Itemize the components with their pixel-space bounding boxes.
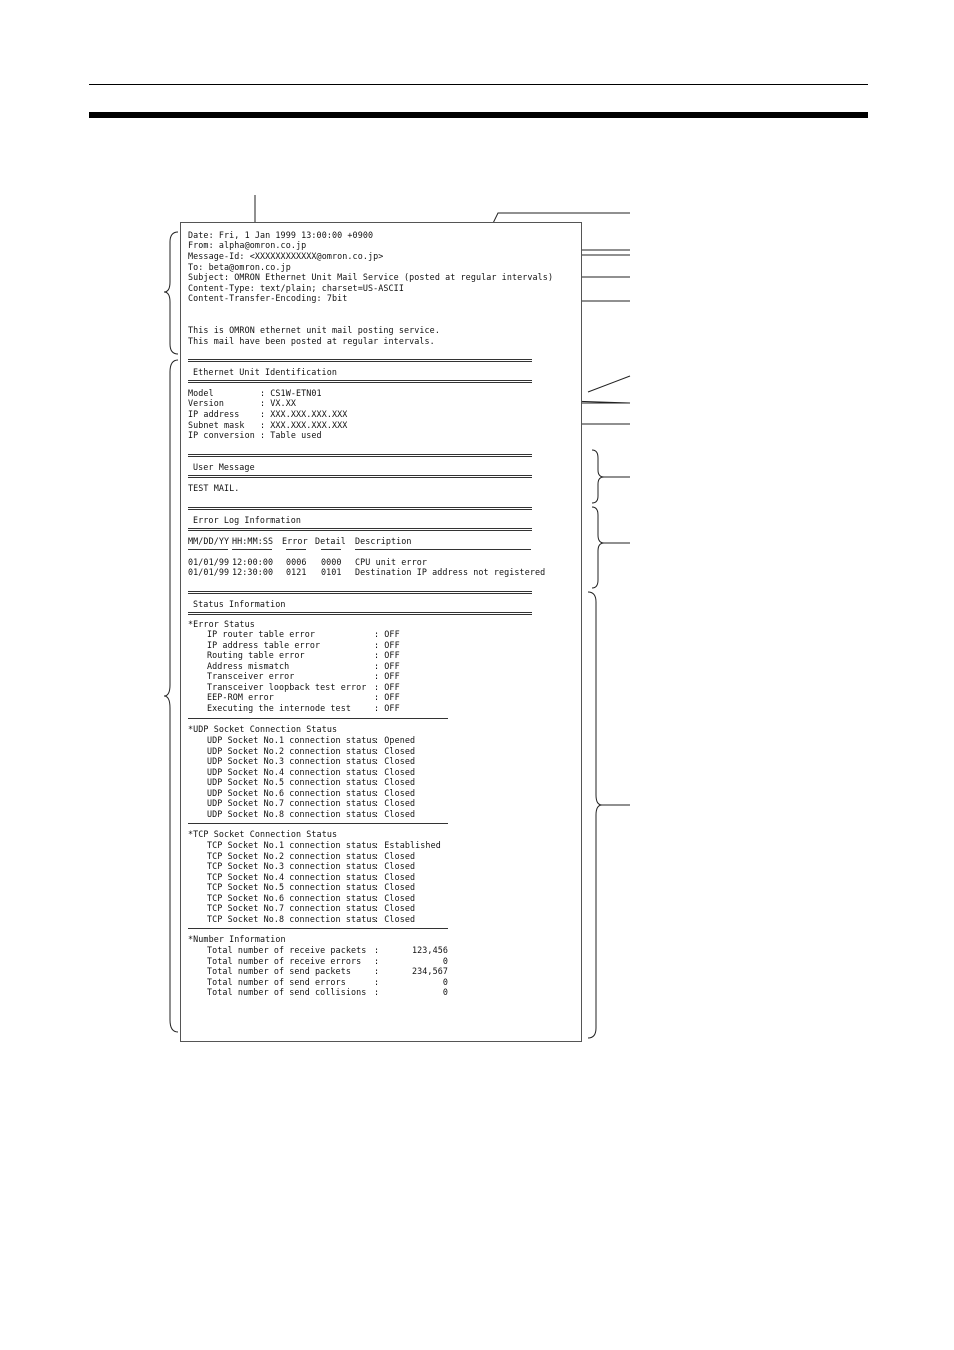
status-title: Status Information bbox=[193, 599, 286, 609]
list-item-label: IP router table error bbox=[207, 629, 315, 639]
list-item-label: UDP Socket No.3 connection status bbox=[207, 756, 377, 766]
list-item-label: TCP Socket No.2 connection status bbox=[207, 850, 377, 861]
section-divider bbox=[188, 928, 448, 929]
user-message-title: User Message bbox=[193, 462, 255, 472]
list-item-value: : Established bbox=[374, 840, 441, 850]
list-item-value: : OFF bbox=[374, 671, 400, 681]
user-message-text: TEST MAIL. bbox=[188, 483, 240, 493]
number-heading: *Number Information bbox=[188, 934, 286, 944]
list-item-label: Executing the internode test bbox=[207, 702, 351, 713]
list-item-value: : Closed bbox=[374, 756, 416, 766]
double-rule bbox=[188, 528, 532, 531]
list-item-value: : OFF bbox=[374, 681, 400, 692]
list-item-separator: : bbox=[374, 945, 380, 955]
udp-heading: *UDP Socket Connection Status bbox=[188, 724, 338, 734]
list-item-label: TCP Socket No.1 connection status bbox=[207, 840, 377, 850]
list-item-label: Total number of receive packets bbox=[207, 945, 367, 955]
list-item-value: 0 bbox=[442, 987, 448, 997]
intro-line-2: This mail have been posted at regular intervals. bbox=[188, 336, 435, 346]
list-item-value: : Closed bbox=[374, 850, 416, 861]
list-item-label: UDP Socket No.4 connection status bbox=[207, 766, 377, 777]
header-date: Date: Fri, 1 Jan 1999 13:00:00 +0900 bbox=[188, 230, 374, 240]
column-underline bbox=[286, 549, 306, 550]
list-item-label: Address mismatch bbox=[207, 660, 290, 671]
header-message-id: Message-Id: <XXXXXXXXXXXX@omron.co.jp> bbox=[188, 251, 384, 261]
list-item-separator: : bbox=[374, 976, 380, 987]
list-item-value: 123,456 bbox=[412, 945, 448, 955]
list-item-label: TCP Socket No.5 connection status bbox=[207, 882, 377, 892]
list-item-value: : Closed bbox=[374, 913, 416, 924]
list-item-label: UDP Socket No.6 connection status bbox=[207, 787, 377, 798]
list-item-separator: : bbox=[374, 966, 380, 976]
list-item-value: : Closed bbox=[374, 892, 416, 903]
column-underline bbox=[355, 549, 531, 550]
double-rule bbox=[188, 359, 532, 362]
list-item-value: : Closed bbox=[374, 787, 416, 798]
list-item-label: TCP Socket No.7 connection status bbox=[207, 903, 377, 913]
list-item-label: IP address table error bbox=[207, 639, 321, 650]
list-item-value: : OFF bbox=[374, 629, 400, 639]
list-item-separator: : bbox=[374, 987, 380, 997]
double-rule bbox=[188, 454, 532, 457]
list-item-label: TCP Socket No.3 connection status bbox=[207, 861, 377, 871]
list-item-value: : Closed bbox=[374, 766, 416, 777]
list-item-value: 0 bbox=[442, 976, 448, 987]
id-ip-conversion: IP conversion : Table used bbox=[188, 430, 322, 440]
header-subject: Subject: OMRON Ethernet Unit Mail Service (posted at regular intervals) bbox=[188, 272, 554, 282]
intro-line-1: This is OMRON ethernet unit mail posting service. bbox=[188, 325, 440, 335]
double-rule bbox=[188, 507, 532, 510]
list-item-label: UDP Socket No.2 connection status bbox=[207, 745, 377, 756]
list-item-label: Transceiver loopback test error bbox=[207, 681, 367, 692]
list-item-value: : OFF bbox=[374, 650, 400, 660]
section-divider bbox=[188, 718, 448, 719]
list-item-value: : Closed bbox=[374, 777, 416, 787]
list-item-value: : Opened bbox=[374, 735, 416, 745]
list-item-label: EEP-ROM error bbox=[207, 692, 274, 702]
list-item-value: : OFF bbox=[374, 702, 400, 713]
list-item-label: UDP Socket No.5 connection status bbox=[207, 777, 377, 787]
header-encoding: Content-Transfer-Encoding: 7bit bbox=[188, 293, 348, 303]
list-item-label: Routing table error bbox=[207, 650, 305, 660]
list-item-value: : OFF bbox=[374, 692, 400, 702]
list-item-value: : Closed bbox=[374, 882, 416, 892]
list-item-value: 234,567 bbox=[412, 966, 448, 976]
list-item-label: UDP Socket No.8 connection status bbox=[207, 808, 377, 819]
list-item-value: : Closed bbox=[374, 808, 416, 819]
list-item-label: Total number of send packets bbox=[207, 966, 351, 976]
list-item-label: Total number of receive errors bbox=[207, 955, 362, 966]
header-to: To: beta@omron.co.jp bbox=[188, 262, 291, 272]
list-item-label: Total number of send errors bbox=[207, 976, 346, 987]
identification-title: Ethernet Unit Identification bbox=[193, 367, 337, 377]
header-content-type: Content-Type: text/plain; charset=US-ASCII bbox=[188, 283, 404, 293]
list-item-label: UDP Socket No.7 connection status bbox=[207, 798, 377, 808]
list-item-value: : OFF bbox=[374, 660, 400, 671]
error-log-col-error: Error bbox=[282, 536, 308, 546]
error-log-col-detail: Detail bbox=[315, 536, 346, 546]
error-status-heading: *Error Status bbox=[188, 619, 255, 629]
list-item-label: TCP Socket No.4 connection status bbox=[207, 871, 377, 882]
id-model: Model : CS1W-ETN01 bbox=[188, 388, 322, 398]
column-underline bbox=[321, 549, 341, 550]
column-underline bbox=[232, 549, 272, 550]
id-version: Version : VX.XX bbox=[188, 398, 296, 408]
double-rule bbox=[188, 380, 532, 383]
error-log-col-date: MM/DD/YY bbox=[188, 536, 230, 546]
list-item-label: TCP Socket No.6 connection status bbox=[207, 892, 377, 903]
list-item-value: : OFF bbox=[374, 639, 400, 650]
double-rule bbox=[188, 612, 532, 615]
list-item-label: Transceiver error bbox=[207, 671, 295, 681]
list-item-label: TCP Socket No.8 connection status bbox=[207, 913, 377, 924]
list-item-value: : Closed bbox=[374, 798, 416, 808]
list-item-label: UDP Socket No.1 connection status bbox=[207, 735, 377, 745]
id-ip-address: IP address : XXX.XXX.XXX.XXX bbox=[188, 409, 348, 419]
list-item-separator: : bbox=[374, 955, 380, 966]
list-item-label: Total number of send collisions bbox=[207, 987, 367, 997]
header-from: From: alpha@omron.co.jp bbox=[188, 240, 307, 250]
list-item-value: : Closed bbox=[374, 871, 416, 882]
section-divider bbox=[188, 823, 448, 824]
column-underline bbox=[188, 549, 228, 550]
error-log-title: Error Log Information bbox=[193, 515, 301, 525]
double-rule bbox=[188, 475, 532, 478]
tcp-heading: *TCP Socket Connection Status bbox=[188, 829, 338, 839]
error-log-col-description: Description bbox=[355, 536, 412, 546]
list-item-value: : Closed bbox=[374, 903, 416, 913]
error-log-col-time: HH:MM:SS bbox=[232, 536, 274, 546]
list-item-value: 0 bbox=[442, 955, 448, 966]
id-subnet-mask: Subnet mask : XXX.XXX.XXX.XXX bbox=[188, 420, 348, 430]
list-item-value: : Closed bbox=[374, 745, 416, 756]
list-item-value: : Closed bbox=[374, 861, 416, 871]
double-rule bbox=[188, 591, 532, 594]
